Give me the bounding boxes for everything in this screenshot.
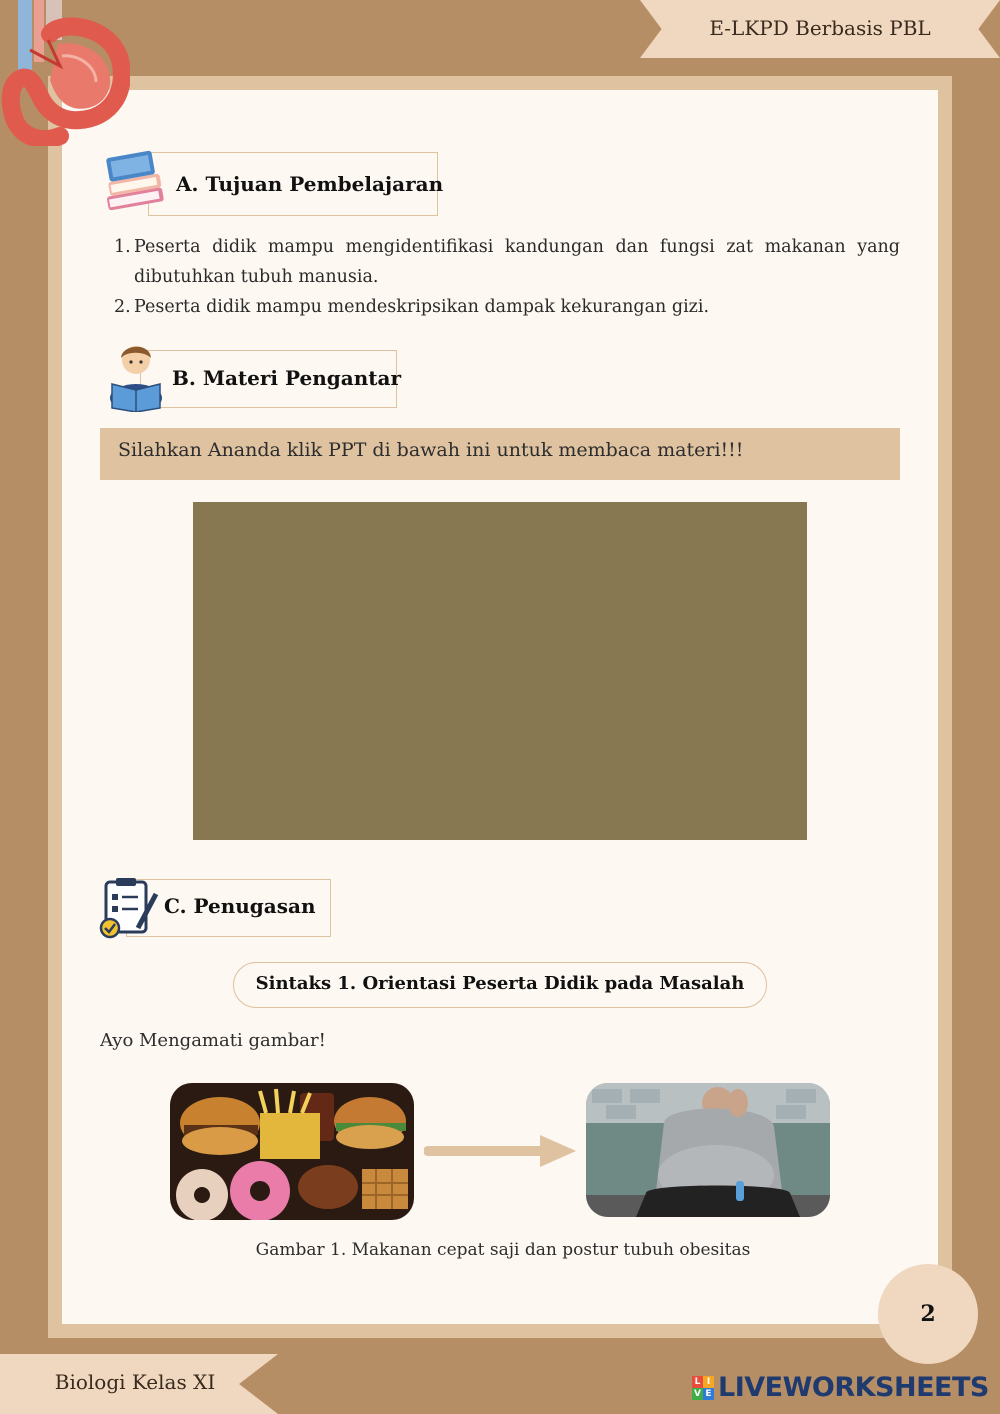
stomach-icon [0, 0, 130, 146]
list-item [114, 292, 900, 322]
badge-letter: V [692, 1388, 703, 1400]
list-item-number: 1. [114, 237, 131, 257]
instruction-banner: Silahkan Ananda klik PPT di bawah ini untuk membaca materi!!! [100, 428, 900, 480]
list-item-text: Peserta didik mampu mendeskripsikan dampak kekurangan gizi. [134, 297, 710, 317]
badge-letter: I [703, 1376, 714, 1388]
observe-prompt: Ayo Mengamati gambar! [100, 1030, 326, 1051]
fast-food-photo [170, 1083, 414, 1220]
footer-subject: Biologi Kelas XI [54, 1370, 216, 1394]
figure-caption: Gambar 1. Makanan cepat saji dan postur tubuh obesitas [255, 1240, 751, 1260]
brand-name: LIVEWORKSHEETS [718, 1372, 989, 1403]
list-item-number: 2. [114, 297, 131, 317]
liveworksheets-logo[interactable] [692, 1372, 989, 1403]
sintaks-pill: Sintaks 1. Orientasi Peserta Didik pada Masalah [233, 962, 767, 1008]
live-badge-icon [692, 1376, 714, 1400]
section-b-title: B. Materi Pengantar [172, 366, 401, 390]
badge-letter: E [703, 1388, 714, 1400]
list-item [114, 232, 900, 292]
objectives-list [114, 232, 900, 322]
arrow-right-icon [424, 1133, 578, 1169]
header-title: E-LKPD Berbasis PBL [709, 16, 931, 40]
checklist-icon [98, 876, 162, 940]
student-reading-icon [104, 340, 168, 412]
page-number: 2 [878, 1264, 978, 1364]
list-item-text: Peserta didik mampu mengidentifikasi kandungan dan fungsi zat makanan yang dibutuhkan tubuh manusia. [134, 237, 900, 287]
badge-letter: L [692, 1376, 703, 1388]
section-c-title: C. Penugasan [164, 894, 316, 918]
obese-person-photo [586, 1083, 830, 1217]
books-icon [98, 140, 168, 220]
ppt-embed[interactable] [193, 502, 807, 840]
section-a-title: A. Tujuan Pembelajaran [176, 172, 444, 196]
